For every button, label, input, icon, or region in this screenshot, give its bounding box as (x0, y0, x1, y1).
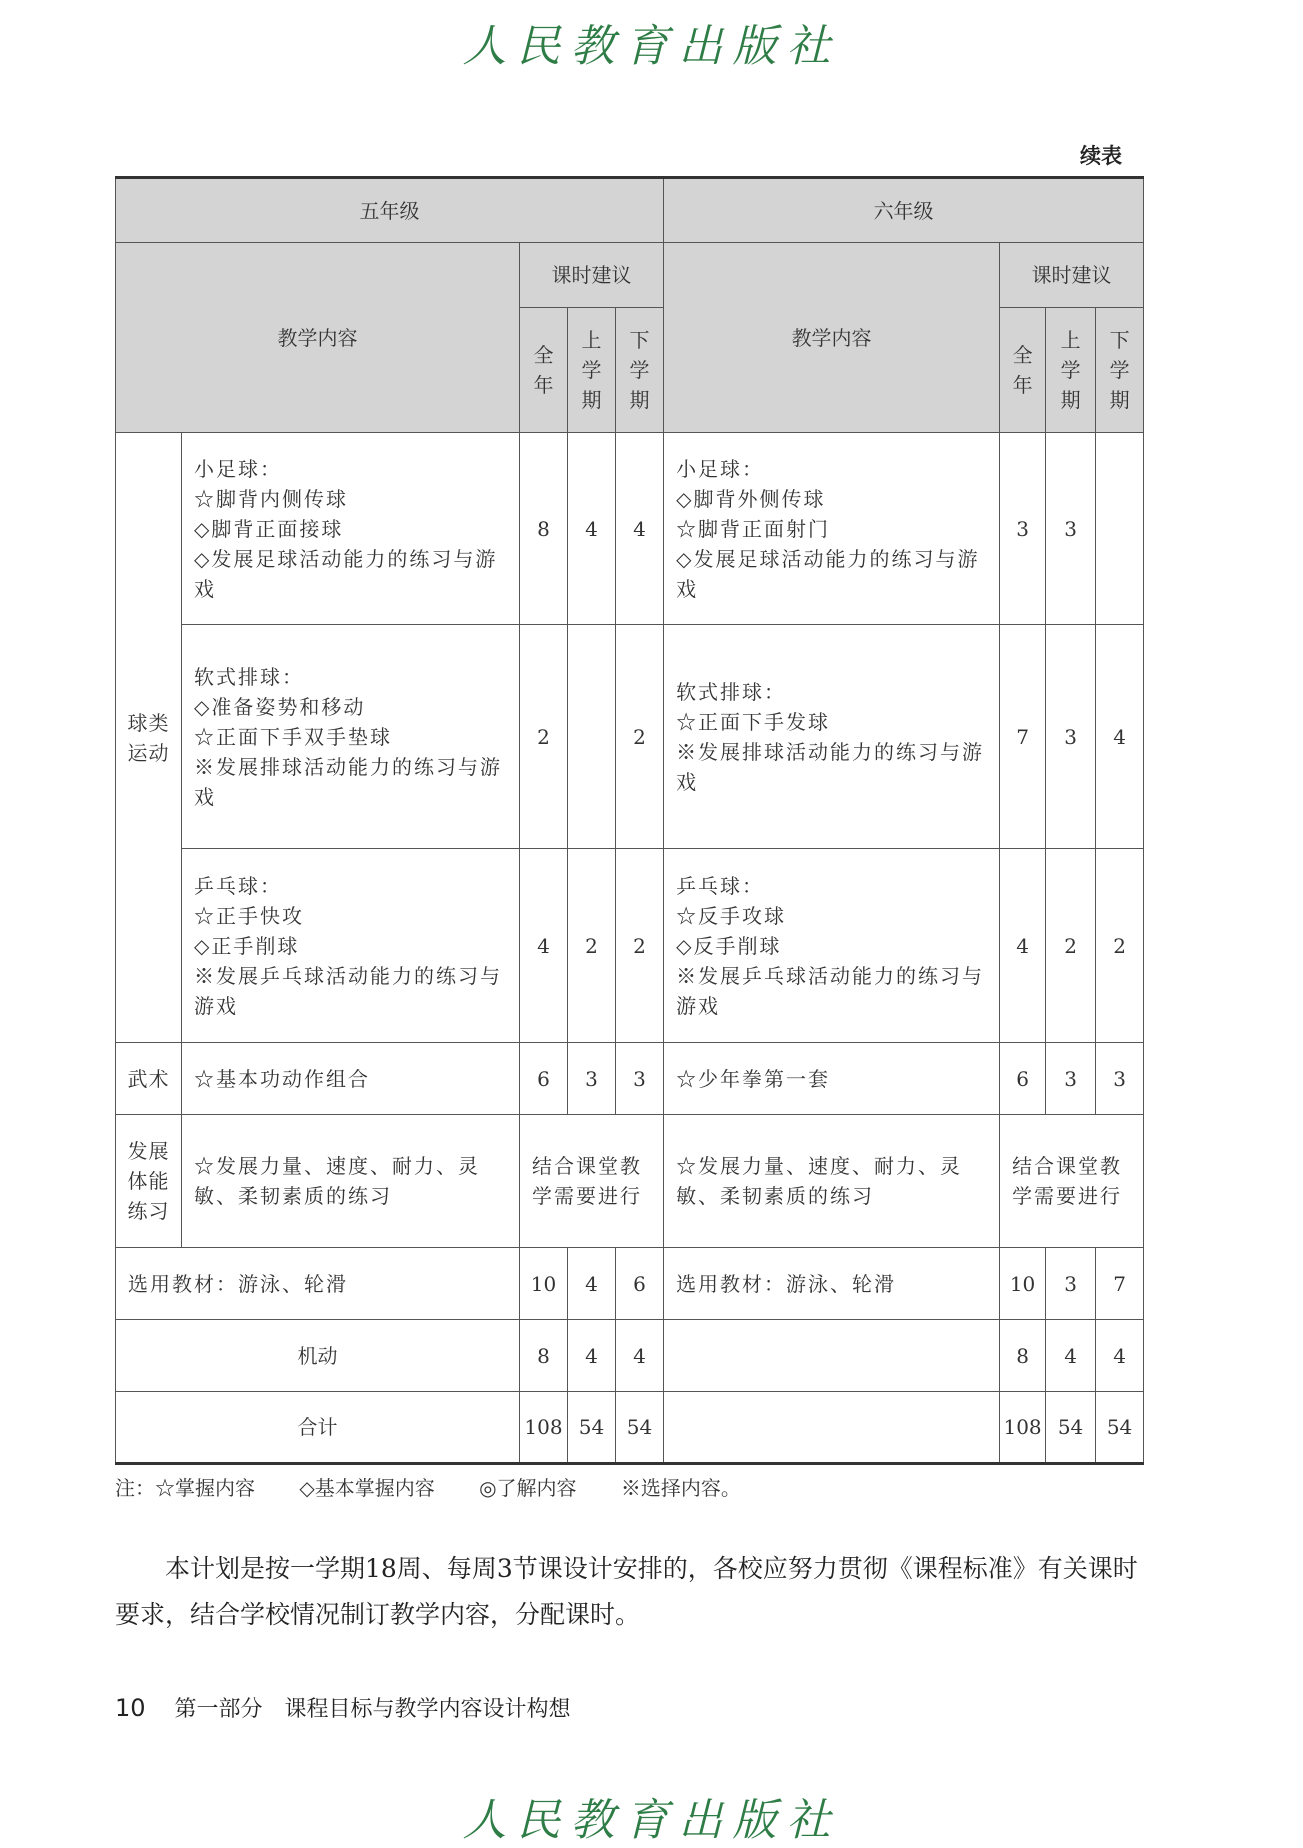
g5-wushu-full: 6 (520, 1043, 568, 1115)
g5-volleyball-content: 软式排球： ◇准备姿势和移动 ☆正面下手双手垫球 ※发展排球活动能力的练习与游戏 (182, 625, 520, 849)
g6-optional-second: 7 (1096, 1248, 1144, 1320)
g6-total-empty (664, 1392, 1000, 1464)
g5-optional-full: 10 (520, 1248, 568, 1320)
g5-pingpong-first: 2 (568, 849, 616, 1043)
g6-pingpong-second: 2 (1096, 849, 1144, 1043)
g5-optional-second: 6 (616, 1248, 664, 1320)
g6-optional-content: 选用教材：游泳、轮滑 (664, 1248, 1000, 1320)
g6-pingpong-content: 乒乓球： ☆反手攻球 ◇反手削球 ※发展乒乓球活动能力的练习与游戏 (664, 849, 1000, 1043)
g5-pingpong-full: 4 (520, 849, 568, 1043)
g6-football-first: 3 (1046, 433, 1096, 625)
publisher-logo-top: 人民教育出版社 (462, 21, 841, 72)
g5-total-second: 54 (616, 1392, 664, 1464)
g6-total-full: 108 (1000, 1392, 1046, 1464)
g5-content-header: 教学内容 (116, 243, 520, 433)
g6-pingpong-first: 2 (1046, 849, 1096, 1043)
g6-fitness-content: ☆发展力量、速度、耐力、灵敏、柔韧素质的练习 (664, 1115, 1000, 1248)
g6-first-term-header: 上 学 期 (1046, 308, 1096, 433)
g6-volleyball-first: 3 (1046, 625, 1096, 849)
g5-wushu-second: 3 (616, 1043, 664, 1115)
g6-fitness-hours: 结合课堂教学需要进行 (1000, 1115, 1144, 1248)
total-label: 合计 (116, 1392, 520, 1464)
g6-volleyball-full: 7 (1000, 625, 1046, 849)
page-footer (115, 1692, 571, 1723)
g5-first-term-header: 上 学 期 (568, 308, 616, 433)
g5-football-content: 小足球： ☆脚背内侧传球 ◇脚背正面接球 ◇发展足球活动能力的练习与游戏 (182, 433, 520, 625)
g5-volleyball-first (568, 625, 616, 849)
table-legend-note (115, 1472, 779, 1501)
g5-pingpong-content: 乒乓球： ☆正手快攻 ◇正手削球 ※发展乒乓球活动能力的练习与游戏 (182, 849, 520, 1043)
g5-fitness-hours: 结合课堂教学需要进行 (520, 1115, 664, 1248)
legend-basic: ◇基本掌握内容 (299, 1476, 435, 1500)
category-fitness: 发展 体能 练习 (116, 1115, 182, 1248)
g5-volleyball-full: 2 (520, 625, 568, 849)
g6-hours-header: 课时建议 (1000, 243, 1144, 308)
g6-optional-first: 3 (1046, 1248, 1096, 1320)
grade5-header: 五年级 (116, 178, 664, 243)
g5-second-term-header: 下 学 期 (616, 308, 664, 433)
g5-wushu-first: 3 (568, 1043, 616, 1115)
g5-flexible-second: 4 (616, 1320, 664, 1392)
g5-football-first: 4 (568, 433, 616, 625)
g6-flexible-full: 8 (1000, 1320, 1046, 1392)
g5-fitness-content: ☆发展力量、速度、耐力、灵敏、柔韧素质的练习 (182, 1115, 520, 1248)
g6-flexible-second: 4 (1096, 1320, 1144, 1392)
g5-pingpong-second: 2 (616, 849, 664, 1043)
g5-wushu-content: ☆基本功动作组合 (182, 1043, 520, 1115)
g6-second-term-header: 下 学 期 (1096, 308, 1144, 433)
g5-flexible-full: 8 (520, 1320, 568, 1392)
publisher-logo-bottom: 人民教育出版社 (462, 1795, 841, 1846)
legend-master: 注：☆掌握内容 (115, 1476, 255, 1500)
g5-optional-content: 选用教材：游泳、轮滑 (116, 1248, 520, 1320)
g6-wushu-first: 3 (1046, 1043, 1096, 1115)
g6-volleyball-content: 软式排球： ☆正面下手发球 ※发展排球活动能力的练习与游戏 (664, 625, 1000, 849)
g6-wushu-content: ☆少年拳第一套 (664, 1043, 1000, 1115)
g5-football-second: 4 (616, 433, 664, 625)
flexible-label: 机动 (116, 1320, 520, 1392)
g6-football-second (1096, 433, 1144, 625)
g6-full-year-header: 全 年 (1000, 308, 1046, 433)
g5-full-year-header: 全 年 (520, 308, 568, 433)
g5-flexible-first: 4 (568, 1320, 616, 1392)
g6-wushu-full: 6 (1000, 1043, 1046, 1115)
legend-understand: ◎了解内容 (479, 1476, 577, 1500)
footer-section-title: 第一部分 课程目标与教学内容设计构想 (174, 1697, 571, 1722)
g6-total-second: 54 (1096, 1392, 1144, 1464)
g6-content-header: 教学内容 (664, 243, 1000, 433)
g5-volleyball-second: 2 (616, 625, 664, 849)
g6-volleyball-second: 4 (1096, 625, 1144, 849)
g6-flexible-empty (664, 1320, 1000, 1392)
grade6-header: 六年级 (664, 178, 1144, 243)
g5-total-first: 54 (568, 1392, 616, 1464)
category-ball-sports: 球类 运动 (116, 433, 182, 1043)
g5-football-full: 8 (520, 433, 568, 625)
continued-table-label: 续表 (1080, 144, 1122, 168)
page-number: 10 (115, 1694, 146, 1722)
g5-optional-first: 4 (568, 1248, 616, 1320)
g5-hours-header: 课时建议 (520, 243, 664, 308)
g6-optional-full: 10 (1000, 1248, 1046, 1320)
g6-wushu-second: 3 (1096, 1043, 1144, 1115)
legend-optional: ※选择内容。 (620, 1476, 741, 1500)
g6-pingpong-full: 4 (1000, 849, 1046, 1043)
curriculum-table (115, 176, 1144, 1465)
category-wushu: 武术 (116, 1043, 182, 1115)
body-paragraph: 本计划是按一学期18周、每周3节课设计安排的，各校应努力贯彻《课程标准》有关课时要求，结合学校情况制订教学内容，分配课时。 (115, 1554, 1138, 1629)
g5-total-full: 108 (520, 1392, 568, 1464)
g6-flexible-first: 4 (1046, 1320, 1096, 1392)
g6-football-content: 小足球： ◇脚背外侧传球 ☆脚背正面射门 ◇发展足球活动能力的练习与游戏 (664, 433, 1000, 625)
g6-football-full: 3 (1000, 433, 1046, 625)
g6-total-first: 54 (1046, 1392, 1096, 1464)
